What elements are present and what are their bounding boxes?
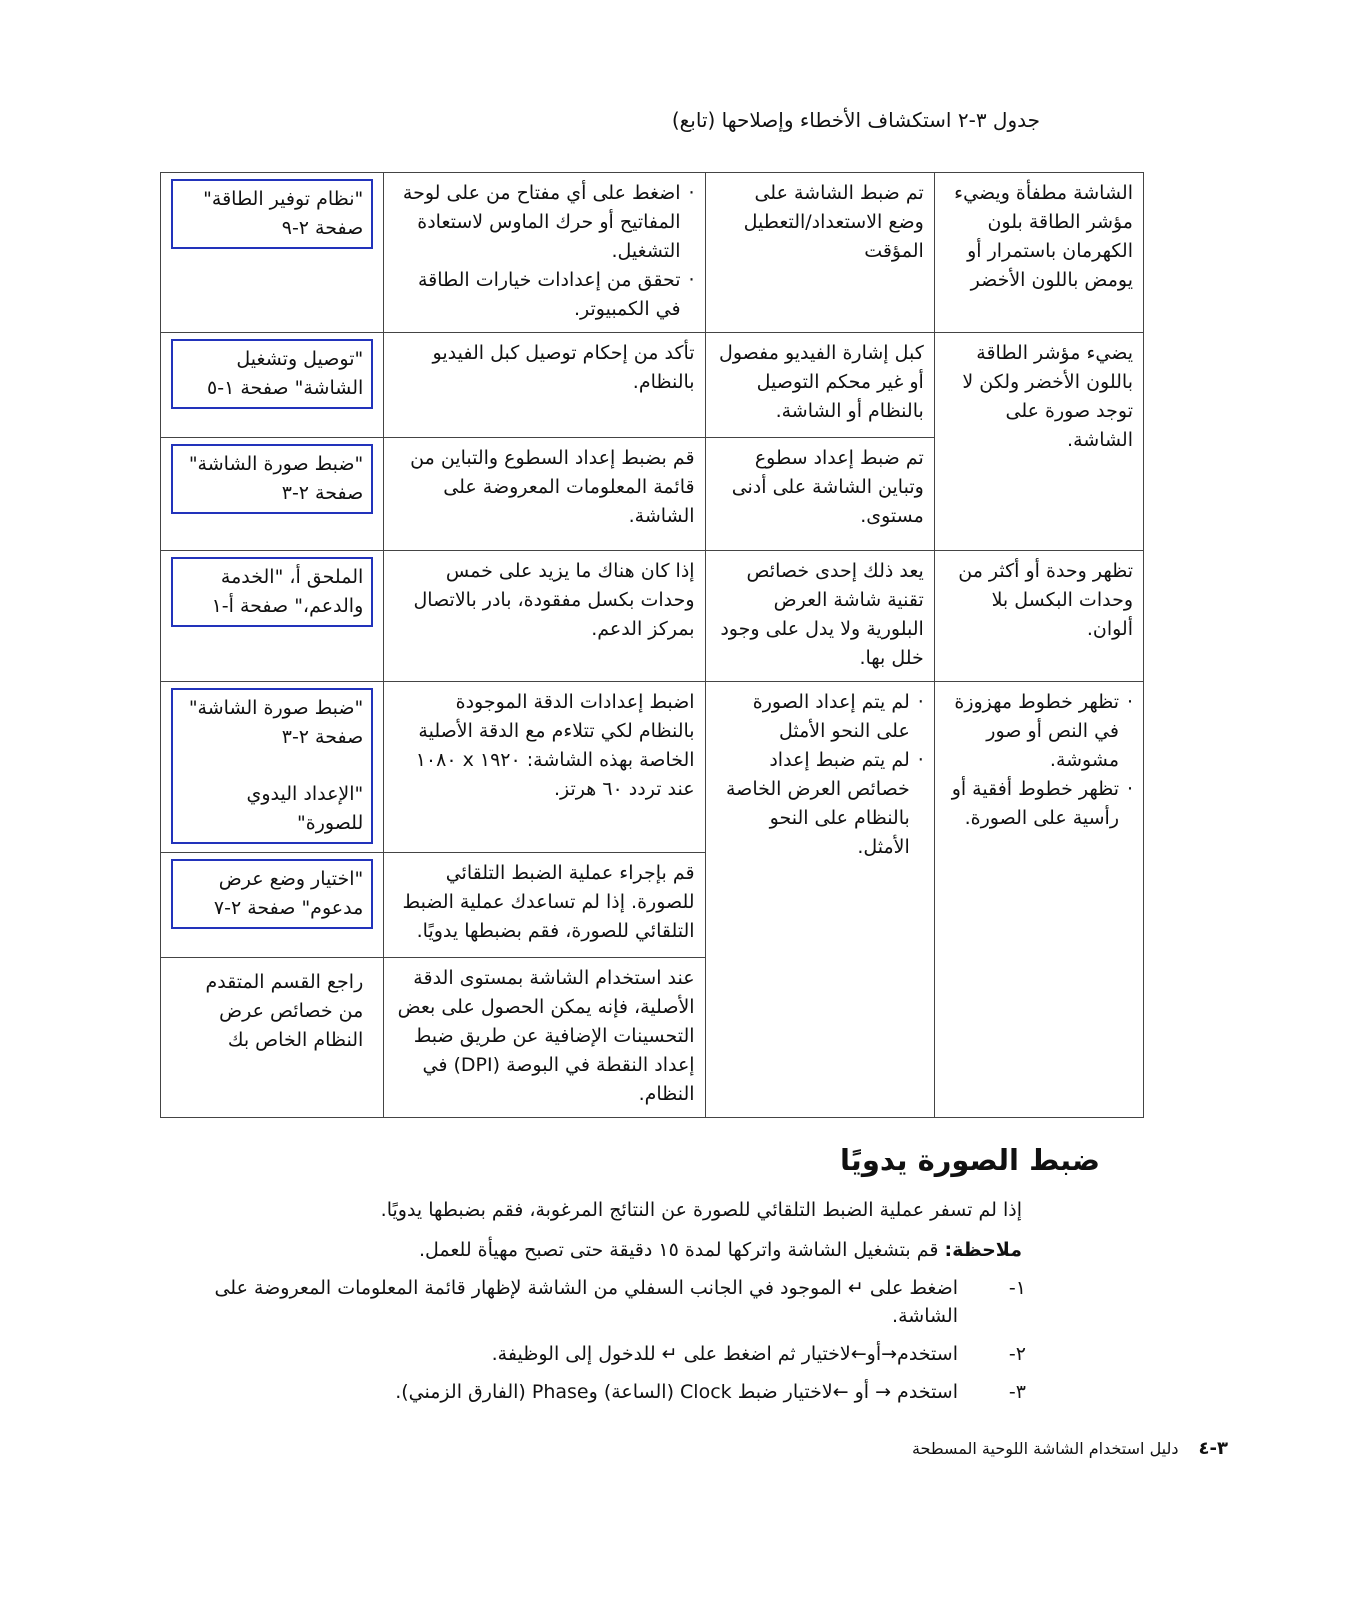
- symptom-cell: [934, 682, 1143, 1118]
- page-number: ٣-٤: [1198, 1438, 1228, 1459]
- intro-paragraph: إذا لم تسفر عملية الضبط التلقائي للصورة عن النتائج المرغوبة، فقم بضبطها يدويًا.: [380, 1199, 1022, 1221]
- reference-cell: [161, 958, 384, 1118]
- action-cell: [384, 173, 705, 333]
- table-row: [161, 173, 1144, 333]
- cause-cell: كبل إشارة الفيديو مفصول أو غير محكم التوصيل بالنظام أو الشاشة.: [705, 333, 934, 438]
- step-number: ١-: [1008, 1277, 1026, 1299]
- action-cell: قم بإجراء عملية الضبط التلقائي للصورة. إذا لم تساعدك عملية الضبط التلقائي للصورة، فقم بضبطها يدويًا.: [384, 853, 705, 958]
- reference-link-group: [171, 688, 373, 844]
- reference-cell: [161, 682, 384, 853]
- reference-link[interactable]: "توصيل وتشغيل الشاشة" صفحة ١-٥: [171, 339, 373, 409]
- action-cell: قم بضبط إعداد السطوع والتباين من قائمة المعلومات المعروضة على الشاشة.: [384, 438, 705, 551]
- action-item: · اضغط على أي مفتاح من على لوحة المفاتيح أو حرك الماوس لاستعادة التشغيل.: [394, 179, 680, 266]
- cause-cell: تم ضبط إعداد سطوع وتباين الشاشة على أدنى مستوى.: [705, 438, 934, 551]
- table-row: [161, 551, 1144, 682]
- cause-item: · لم يتم إعداد الصورة على النحو الأمثل: [716, 688, 910, 746]
- step-text: استخدم→أو←لاختيار ثم اضغط على ↵ للدخول إلى الوظيفة.: [491, 1343, 958, 1365]
- cause-cell: تم ضبط الشاشة على وضع الاستعداد/التعطيل المؤقت: [705, 173, 934, 333]
- steps-list: [160, 1274, 1026, 1416]
- cause-cell: يعد ذلك إحدى خصائص تقنية شاشة العرض البلورية ولا يدل على وجود خلل بها.: [705, 551, 934, 682]
- reference-link[interactable]: "ضبط صورة الشاشة" صفحة ٢-٣: [171, 444, 373, 514]
- reference-cell: [161, 438, 384, 551]
- symptom-cell: يضيء مؤشر الطاقة باللون الأخضر ولكن لا توجد صورة على الشاشة.: [934, 333, 1143, 551]
- action-cell: إذا كان هناك ما يزيد على خمس وحدات بكسل مفقودة، بادر بالاتصال بمركز الدعم.: [384, 551, 705, 682]
- table-row: [161, 682, 1144, 853]
- symptom-item: · تظهر خطوط أفقية أو رأسية على الصورة.: [945, 775, 1119, 833]
- page-footer: [700, 1438, 1228, 1459]
- action-item: · تحقق من إعدادات خيارات الطاقة في الكمبيوتر.: [394, 266, 680, 324]
- step-text: استخدم → أو ←لاختيار ضبط Clock (الساعة) وPhase (الفارق الزمني).: [395, 1381, 958, 1403]
- reference-cell: [161, 173, 384, 333]
- step-item: [160, 1274, 1026, 1330]
- note-paragraph: [160, 1236, 1022, 1264]
- action-cell: اضبط إعدادات الدقة الموجودة بالنظام لكي تتلاءم مع الدقة الأصلية الخاصة بهذه الشاشة: ١٩٢٠ x ١٠٨٠ عند تردد ٦٠ هرتز.: [384, 682, 705, 853]
- reference-link[interactable]: الملحق أ، "الخدمة والدعم،" صفحة أ-١: [171, 557, 373, 627]
- step-item: [160, 1340, 1026, 1368]
- symptom-item: · تظهر خطوط مهزوزة في النص أو صور مشوشة.: [945, 688, 1119, 775]
- action-cell: تأكد من إحكام توصيل كبل الفيديو بالنظام.: [384, 333, 705, 438]
- step-number: ٣-: [1008, 1381, 1026, 1403]
- reference-text: راجع القسم المتقدم من خصائص عرض النظام الخاص بك: [205, 971, 364, 1051]
- reference-link[interactable]: "نظام توفير الطاقة" صفحة ٢-٩: [171, 179, 373, 249]
- note-text: قم بتشغيل الشاشة واتركها لمدة ١٥ دقيقة حتى تصبح مهيأة للعمل.: [418, 1239, 945, 1261]
- cause-item: · لم يتم ضبط إعداد خصائص العرض الخاصة بالنظام على النحو الأمثل.: [716, 746, 910, 862]
- table-caption: جدول ٣-٢ استكشاف الأخطاء وإصلاحها (تابع): [671, 108, 1040, 132]
- symptom-cell: تظهر وحدة أو أكثر من وحدات البكسل بلا ألوان.: [934, 551, 1143, 682]
- footer-title: دليل استخدام الشاشة اللوحية المسطحة: [911, 1439, 1179, 1458]
- reference-cell: [161, 551, 384, 682]
- table-row: [161, 333, 1144, 438]
- action-cell: عند استخدام الشاشة بمستوى الدقة الأصلية، فإنه يمكن الحصول على بعض التحسينات الإضافية عن طريق ضبط إعداد النقطة في البوصة (DPI) في النظام.: [384, 958, 705, 1118]
- symptom-cell: الشاشة مطفأة ويضيء مؤشر الطاقة بلون الكهرمان باستمرار أو يومض باللون الأخضر: [934, 173, 1143, 333]
- reference-cell: [161, 853, 384, 958]
- step-item: [160, 1378, 1026, 1406]
- troubleshooting-table: [160, 172, 1144, 1118]
- step-text: اضغط على ↵ الموجود في الجانب السفلي من الشاشة لإظهار قائمة المعلومات المعروضة على الشاشة.: [214, 1277, 958, 1327]
- reference-link[interactable]: "ضبط صورة الشاشة" صفحة ٢-٣: [188, 697, 364, 748]
- cause-cell: [705, 682, 934, 1118]
- note-label: ملاحظة:: [944, 1239, 1022, 1261]
- reference-link[interactable]: "الإعداد اليدوي للصورة": [246, 783, 364, 834]
- step-number: ٢-: [1008, 1343, 1026, 1365]
- reference-cell: [161, 333, 384, 438]
- section-heading: ضبط الصورة يدويًا: [840, 1143, 1100, 1177]
- reference-link[interactable]: "اختيار وضع عرض مدعوم" صفحة ٢-٧: [171, 859, 373, 929]
